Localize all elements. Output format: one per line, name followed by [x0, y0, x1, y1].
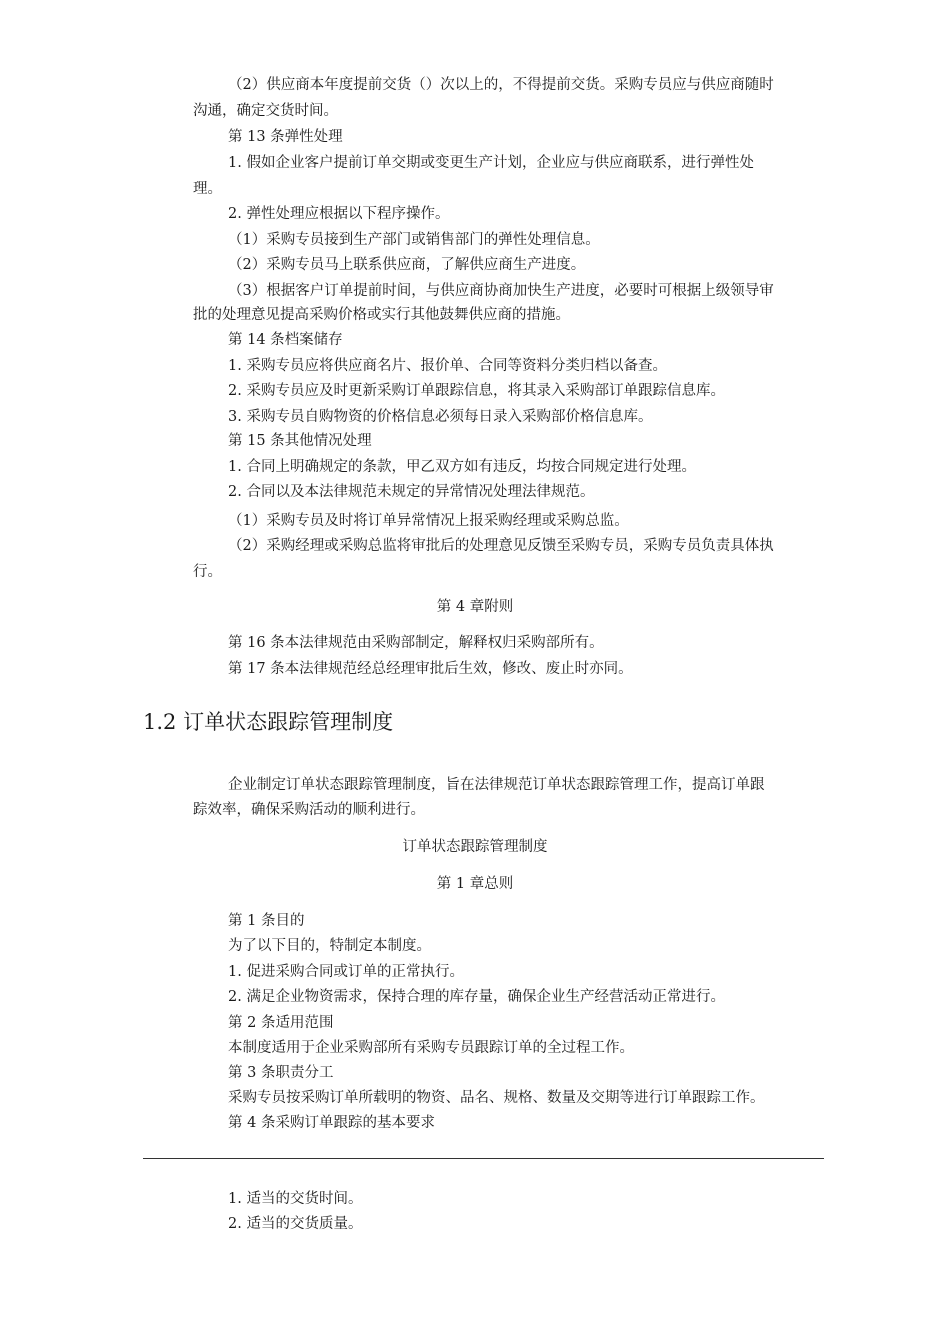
- article-line: 第 17 条本法律规范经总经理审批后生效，修改、废止时亦同。: [228, 661, 633, 677]
- article-heading: 第 13 条弹性处理: [228, 129, 343, 145]
- article-heading: 第 2 条适用范围: [228, 1015, 334, 1031]
- text-line: 2. 合同以及本法律规范未规定的异常情况处理法律规范。: [228, 484, 595, 500]
- article-line: 第 16 条本法律规范由采购部制定，解释权归采购部所有。: [228, 635, 604, 651]
- document-title: 订单状态跟踪管理制度: [402, 839, 548, 855]
- chapter-title: 第 4 章附则: [436, 599, 514, 615]
- text-line: （2）供应商本年度提前交货（）次以上的，不得提前交货。采购专员应与供应商随时: [228, 77, 774, 93]
- text-line: 理。: [193, 181, 222, 197]
- chapter-title: 第 1 章总则: [436, 876, 514, 892]
- text-line: 1. 适当的交货时间。: [228, 1191, 363, 1207]
- text-line: 1. 采购专员应将供应商名片、报价单、合同等资料分类归档以备查。: [228, 358, 667, 374]
- text-line: 采购专员按采购订单所载明的物资、品名、规格、数量及交期等进行订单跟踪工作。: [228, 1090, 765, 1106]
- article-heading: 第 4 条采购订单跟踪的基本要求: [228, 1115, 435, 1131]
- article-heading: 第 15 条其他情况处理: [228, 433, 372, 449]
- article-heading: 第 1 条目的: [228, 913, 305, 929]
- text-line: 本制度适用于企业采购部所有采购专员跟踪订单的全过程工作。: [228, 1040, 634, 1056]
- text-line: 为了以下目的，特制定本制度。: [228, 938, 431, 954]
- text-line: 2. 适当的交货质量。: [228, 1216, 363, 1232]
- text-line: 1. 合同上明确规定的条款，甲乙双方如有违反，均按合同规定进行处理。: [228, 459, 696, 475]
- article-heading: 第 14 条档案储存: [228, 332, 343, 348]
- text-line: 批的处理意见提高采购价格或实行其他鼓舞供应商的措施。: [193, 307, 570, 323]
- text-line: （1）采购专员接到生产部门或销售部门的弹性处理信息。: [228, 232, 600, 248]
- text-line: 2. 采购专员应及时更新采购订单跟踪信息，将其录入采购部订单跟踪信息库。: [228, 383, 725, 399]
- intro-line: 踪效率，确保采购活动的顺利进行。: [193, 802, 425, 818]
- section-heading: 1.2 订单状态跟踪管理制度: [143, 710, 394, 734]
- text-line: （1）采购专员及时将订单异常情况上报采购经理或采购总监。: [228, 513, 629, 529]
- text-line: （2）采购经理或采购总监将审批后的处理意见反馈至采购专员，采购专员负责具体执: [228, 538, 774, 554]
- text-line: 行。: [193, 564, 222, 580]
- intro-line: 企业制定订单状态跟踪管理制度，旨在法律规范订单状态跟踪管理工作，提高订单跟: [228, 777, 765, 793]
- text-line: 1. 促进采购合同或订单的正常执行。: [228, 964, 464, 980]
- page-separator: [143, 1158, 824, 1159]
- text-line: （2）采购专员马上联系供应商，了解供应商生产进度。: [228, 257, 586, 273]
- text-line: （3）根据客户订单提前时间，与供应商协商加快生产进度，必要时可根据上级领导审: [228, 283, 774, 299]
- text-line: 1. 假如企业客户提前订单交期或变更生产计划，企业应与供应商联系，进行弹性处: [228, 155, 754, 171]
- text-line: 2. 满足企业物资需求，保持合理的库存量，确保企业生产经营活动正常进行。: [228, 989, 725, 1005]
- text-line: 2. 弹性处理应根据以下程序操作。: [228, 206, 450, 222]
- text-line: 沟通，确定交货时间。: [193, 103, 338, 119]
- article-heading: 第 3 条职责分工: [228, 1065, 334, 1081]
- text-line: 3. 采购专员自购物资的价格信息必须每日录入采购部价格信息库。: [228, 409, 653, 425]
